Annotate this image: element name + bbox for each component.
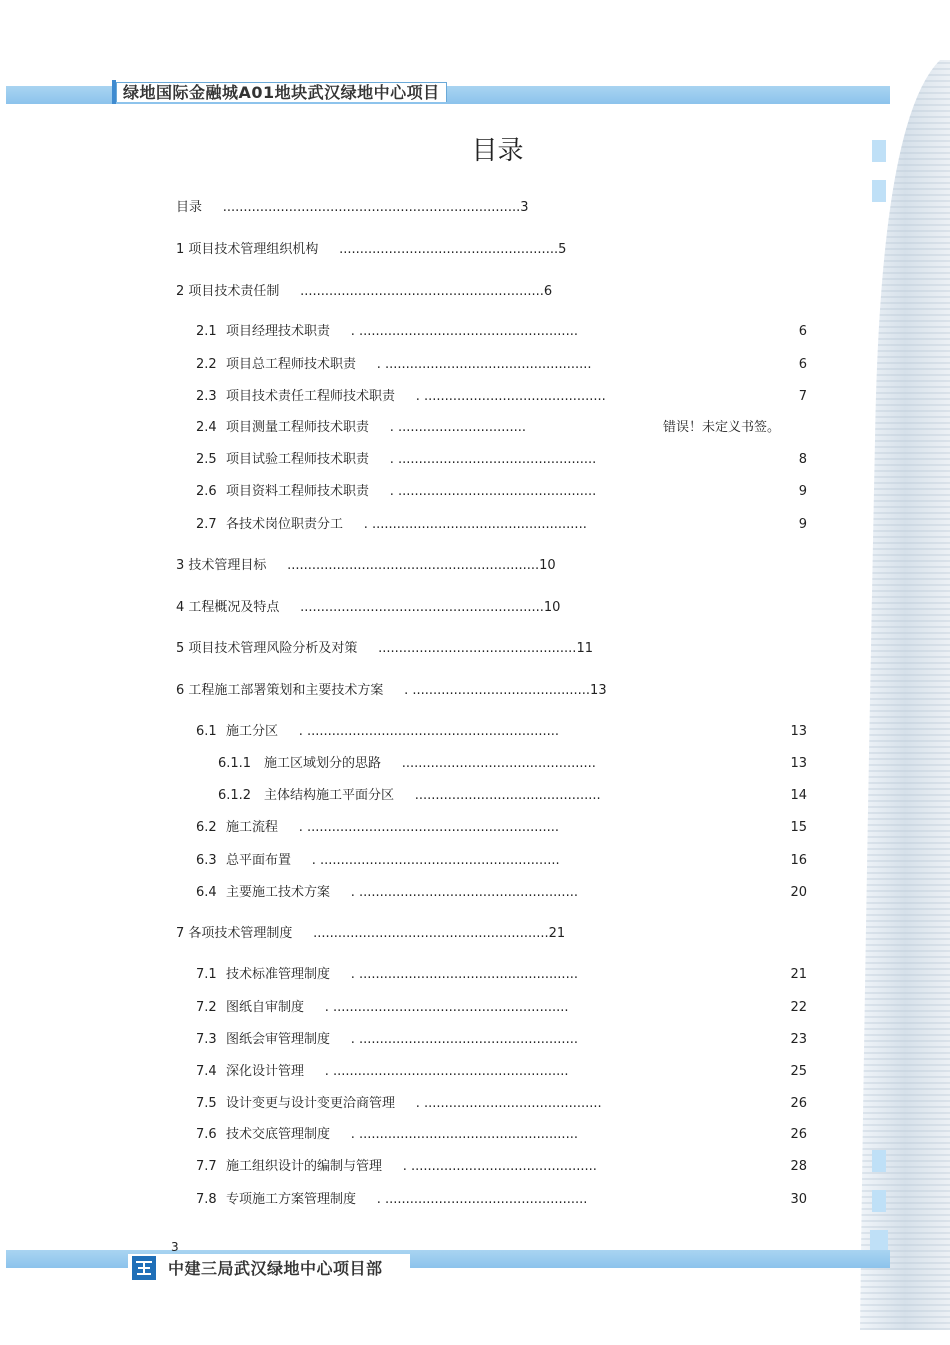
toc-entry-leader: . ..................................................... bbox=[350, 324, 578, 339]
toc-entry-label: 总平面布置 bbox=[226, 853, 292, 868]
toc-entry-label: 5 项目技术管理风险分析及对策 bbox=[176, 641, 358, 656]
toc-entry-label: 项目资料工程师技术职责 bbox=[226, 484, 370, 499]
toc-entry-number: 2.4 bbox=[196, 420, 217, 435]
toc-entry[interactable] bbox=[196, 852, 560, 870]
toc-entry-label: 2 项目技术责任制 bbox=[176, 284, 280, 299]
toc-entry-number: 6.3 bbox=[196, 853, 217, 868]
toc-entry-leader: . ................................................ bbox=[389, 484, 597, 499]
toc-entry[interactable] bbox=[176, 283, 552, 301]
toc-entry-page: 9 bbox=[798, 517, 807, 532]
toc-entry-leader: ........................................................................ bbox=[222, 200, 521, 215]
toc-entry-label: 项目测量工程师技术职责 bbox=[226, 420, 370, 435]
toc-entry[interactable] bbox=[196, 1063, 569, 1081]
toc-entry-label: 施工分区 bbox=[226, 724, 279, 739]
toc-entry-page: 6 bbox=[543, 284, 553, 299]
toc-entry-leader: ............................................. bbox=[414, 788, 601, 803]
tower-illustration bbox=[820, 40, 950, 1345]
toc-entry-leader: . ..................................................... bbox=[350, 885, 578, 900]
toc-entry-leader: . .................................................... bbox=[363, 517, 587, 532]
toc-entry-page: 30 bbox=[790, 1192, 807, 1207]
toc-entry-number: 2.5 bbox=[196, 452, 217, 467]
toc-entry[interactable] bbox=[176, 199, 529, 217]
toc-entry[interactable] bbox=[196, 819, 559, 837]
toc-entry[interactable] bbox=[176, 241, 566, 259]
toc-entry[interactable] bbox=[196, 1158, 597, 1176]
toc-entry-label: 项目经理技术职责 bbox=[226, 324, 331, 339]
page-number: 3 bbox=[171, 1240, 179, 1254]
toc-entry-number: 6.1 bbox=[196, 724, 217, 739]
toc-entry-page: 9 bbox=[798, 484, 807, 499]
toc-entry-page: 13 bbox=[790, 756, 807, 771]
toc-entry[interactable] bbox=[196, 966, 578, 984]
toc-entry-page: 8 bbox=[798, 452, 807, 467]
toc-entry-leader: . ......................................................... bbox=[324, 1064, 569, 1079]
toc-entry-leader: . ............................................................. bbox=[298, 724, 560, 739]
toc-entry[interactable] bbox=[176, 682, 607, 700]
toc-entry[interactable] bbox=[176, 557, 556, 575]
toc-entry-page: 10 bbox=[543, 600, 561, 615]
toc-entry-label: 项目技术责任工程师技术职责 bbox=[226, 389, 396, 404]
toc-entry-number: 7.5 bbox=[196, 1096, 217, 1111]
toc-entry-number: 7.1 bbox=[196, 967, 217, 982]
toc-entry-page: 10 bbox=[539, 558, 556, 573]
toc-entry[interactable] bbox=[196, 884, 578, 902]
toc-entry-number: 6.2 bbox=[196, 820, 217, 835]
toc-entry-number: 7.3 bbox=[196, 1032, 217, 1047]
toc-entry[interactable] bbox=[196, 451, 596, 469]
toc-entry-leader: . ................................................ bbox=[389, 452, 597, 467]
toc-entry-number: 6.1.1 bbox=[218, 756, 252, 771]
toc-entry-number: 2.2 bbox=[196, 357, 217, 372]
toc-entry-page: 26 bbox=[790, 1127, 807, 1142]
project-title: 绿地国际金融城A01地块武汉绿地中心项目 bbox=[116, 82, 447, 102]
toc-entry[interactable] bbox=[196, 1095, 602, 1113]
toc-entry-label: 3 技术管理目标 bbox=[176, 558, 267, 573]
toc-entry-page: 11 bbox=[576, 641, 593, 656]
toc-entry-label: 主体结构施工平面分区 bbox=[264, 788, 395, 803]
toc-entry[interactable] bbox=[218, 755, 596, 773]
toc-entry-label: 7 各项技术管理制度 bbox=[176, 926, 293, 941]
toc-entry-label: 施工区域划分的思路 bbox=[264, 756, 382, 771]
toc-entry-label: 图纸会审管理制度 bbox=[226, 1032, 331, 1047]
toc-entry-leader: . .......................................................... bbox=[311, 853, 560, 868]
toc-entry[interactable] bbox=[176, 599, 560, 617]
toc-entry[interactable] bbox=[196, 1126, 578, 1144]
toc-entry-page: 22 bbox=[790, 1000, 807, 1015]
toc-entry-leader: . ..................................................... bbox=[350, 1032, 578, 1047]
toc-entry-page: 15 bbox=[790, 820, 807, 835]
toc-entry[interactable] bbox=[196, 516, 587, 534]
toc-entry-label: 目录 bbox=[176, 200, 203, 215]
toc-entry-leader: . ........................................... bbox=[415, 1096, 602, 1111]
toc-entry-label: 各技术岗位职责分工 bbox=[226, 517, 344, 532]
toc-entry[interactable] bbox=[196, 388, 606, 406]
toc-entry[interactable] bbox=[218, 787, 601, 805]
toc-entry-number: 2.7 bbox=[196, 517, 217, 532]
toc-entry-label: 专项施工方案管理制度 bbox=[226, 1192, 357, 1207]
toc-entry-label: 技术标准管理制度 bbox=[226, 967, 331, 982]
toc-entry-page: 5 bbox=[558, 242, 567, 257]
toc-entry-leader: . ............................... bbox=[389, 420, 527, 435]
toc-entry-leader: . ............................................................. bbox=[298, 820, 560, 835]
toc-entry[interactable] bbox=[176, 640, 593, 658]
toc-entry[interactable] bbox=[196, 483, 596, 501]
toc-entry-label: 4 工程概况及特点 bbox=[176, 600, 280, 615]
toc-entry[interactable] bbox=[196, 419, 526, 437]
page-title: 目录 bbox=[471, 136, 524, 166]
toc-entry[interactable] bbox=[196, 356, 592, 374]
toc-entry-page: 14 bbox=[790, 788, 807, 803]
toc-entry[interactable] bbox=[196, 1191, 587, 1209]
toc-entry-number: 7.8 bbox=[196, 1192, 217, 1207]
toc-entry-label: 主要施工技术方案 bbox=[226, 885, 331, 900]
toc-entry-page: 25 bbox=[790, 1064, 807, 1079]
toc-entry-page: 16 bbox=[790, 853, 807, 868]
toc-entry[interactable] bbox=[196, 1031, 578, 1049]
toc-entry-page: 20 bbox=[790, 885, 807, 900]
toc-entry-leader: ............................................................. bbox=[287, 558, 540, 573]
toc-entry-leader: ........................................................... bbox=[300, 600, 544, 615]
toc-entry-number: 7.7 bbox=[196, 1159, 217, 1174]
toc-entry-number: 6.4 bbox=[196, 885, 217, 900]
toc-entry-label: 1 项目技术管理组织机构 bbox=[176, 242, 319, 257]
toc-entry-leader: . ........................................... bbox=[404, 683, 591, 698]
toc-entry-label: 项目总工程师技术职责 bbox=[226, 357, 357, 372]
toc-entry-leader: . ................................................. bbox=[376, 1192, 588, 1207]
toc-entry-number: 2.6 bbox=[196, 484, 217, 499]
toc-entry-leader: ..................................................... bbox=[339, 242, 559, 257]
toc-entry-leader: . .................................................. bbox=[376, 357, 592, 372]
toc-entry-leader: ........................................................... bbox=[300, 284, 544, 299]
toc-entry-leader: ......................................................... bbox=[313, 926, 549, 941]
toc-entry[interactable] bbox=[196, 999, 569, 1017]
toc-entry-label: 6 工程施工部署策划和主要技术方案 bbox=[176, 683, 384, 698]
toc-entry[interactable] bbox=[196, 723, 559, 741]
toc-entry-page: 6 bbox=[798, 324, 807, 339]
toc-entry-number: 7.6 bbox=[196, 1127, 217, 1142]
toc-entry-leader: . ..................................................... bbox=[350, 967, 578, 982]
toc-entry-page: 7 bbox=[798, 389, 807, 404]
toc-entry-label: 项目试验工程师技术职责 bbox=[226, 452, 370, 467]
toc-entry-page: 21 bbox=[790, 967, 807, 982]
toc-entry-page: 错误！未定义书签。 bbox=[663, 420, 781, 435]
toc-entry-leader: . ......................................................... bbox=[324, 1000, 569, 1015]
company-logo-icon bbox=[132, 1256, 156, 1280]
toc-entry-page: 21 bbox=[548, 926, 566, 941]
toc-entry-leader: . ............................................ bbox=[415, 389, 606, 404]
footer-organization: 中建三局武汉绿地中心项目部 bbox=[168, 1259, 383, 1278]
toc-entry-leader: . ..................................................... bbox=[350, 1127, 578, 1142]
toc-entry-number: 2.3 bbox=[196, 389, 217, 404]
toc-entry-label: 图纸自审制度 bbox=[226, 1000, 305, 1015]
toc-entry[interactable] bbox=[176, 925, 565, 943]
toc-entry-page: 13 bbox=[790, 724, 807, 739]
toc-entry-leader: . ............................................. bbox=[402, 1159, 597, 1174]
toc-entry-page: 28 bbox=[790, 1159, 807, 1174]
toc-entry-number: 6.1.2 bbox=[218, 788, 252, 803]
toc-entry-number: 7.4 bbox=[196, 1064, 217, 1079]
toc-entry-label: 深化设计管理 bbox=[226, 1064, 305, 1079]
toc-entry-number: 2.1 bbox=[196, 324, 217, 339]
toc-entry-label: 施工组织设计的编制与管理 bbox=[226, 1159, 383, 1174]
toc-entry[interactable] bbox=[196, 323, 578, 341]
toc-entry-page: 23 bbox=[790, 1032, 807, 1047]
toc-entry-number: 7.2 bbox=[196, 1000, 217, 1015]
toc-entry-page: 6 bbox=[798, 357, 807, 372]
toc-entry-page: 13 bbox=[590, 683, 607, 698]
toc-entry-leader: ............................................... bbox=[401, 756, 596, 771]
toc-entry-leader: ................................................ bbox=[378, 641, 577, 656]
toc-entry-page: 3 bbox=[520, 200, 529, 215]
toc-entry-page: 26 bbox=[790, 1096, 807, 1111]
toc-entry-label: 设计变更与设计变更洽商管理 bbox=[226, 1096, 396, 1111]
toc-entry-label: 施工流程 bbox=[226, 820, 279, 835]
toc-entry-label: 技术交底管理制度 bbox=[226, 1127, 331, 1142]
